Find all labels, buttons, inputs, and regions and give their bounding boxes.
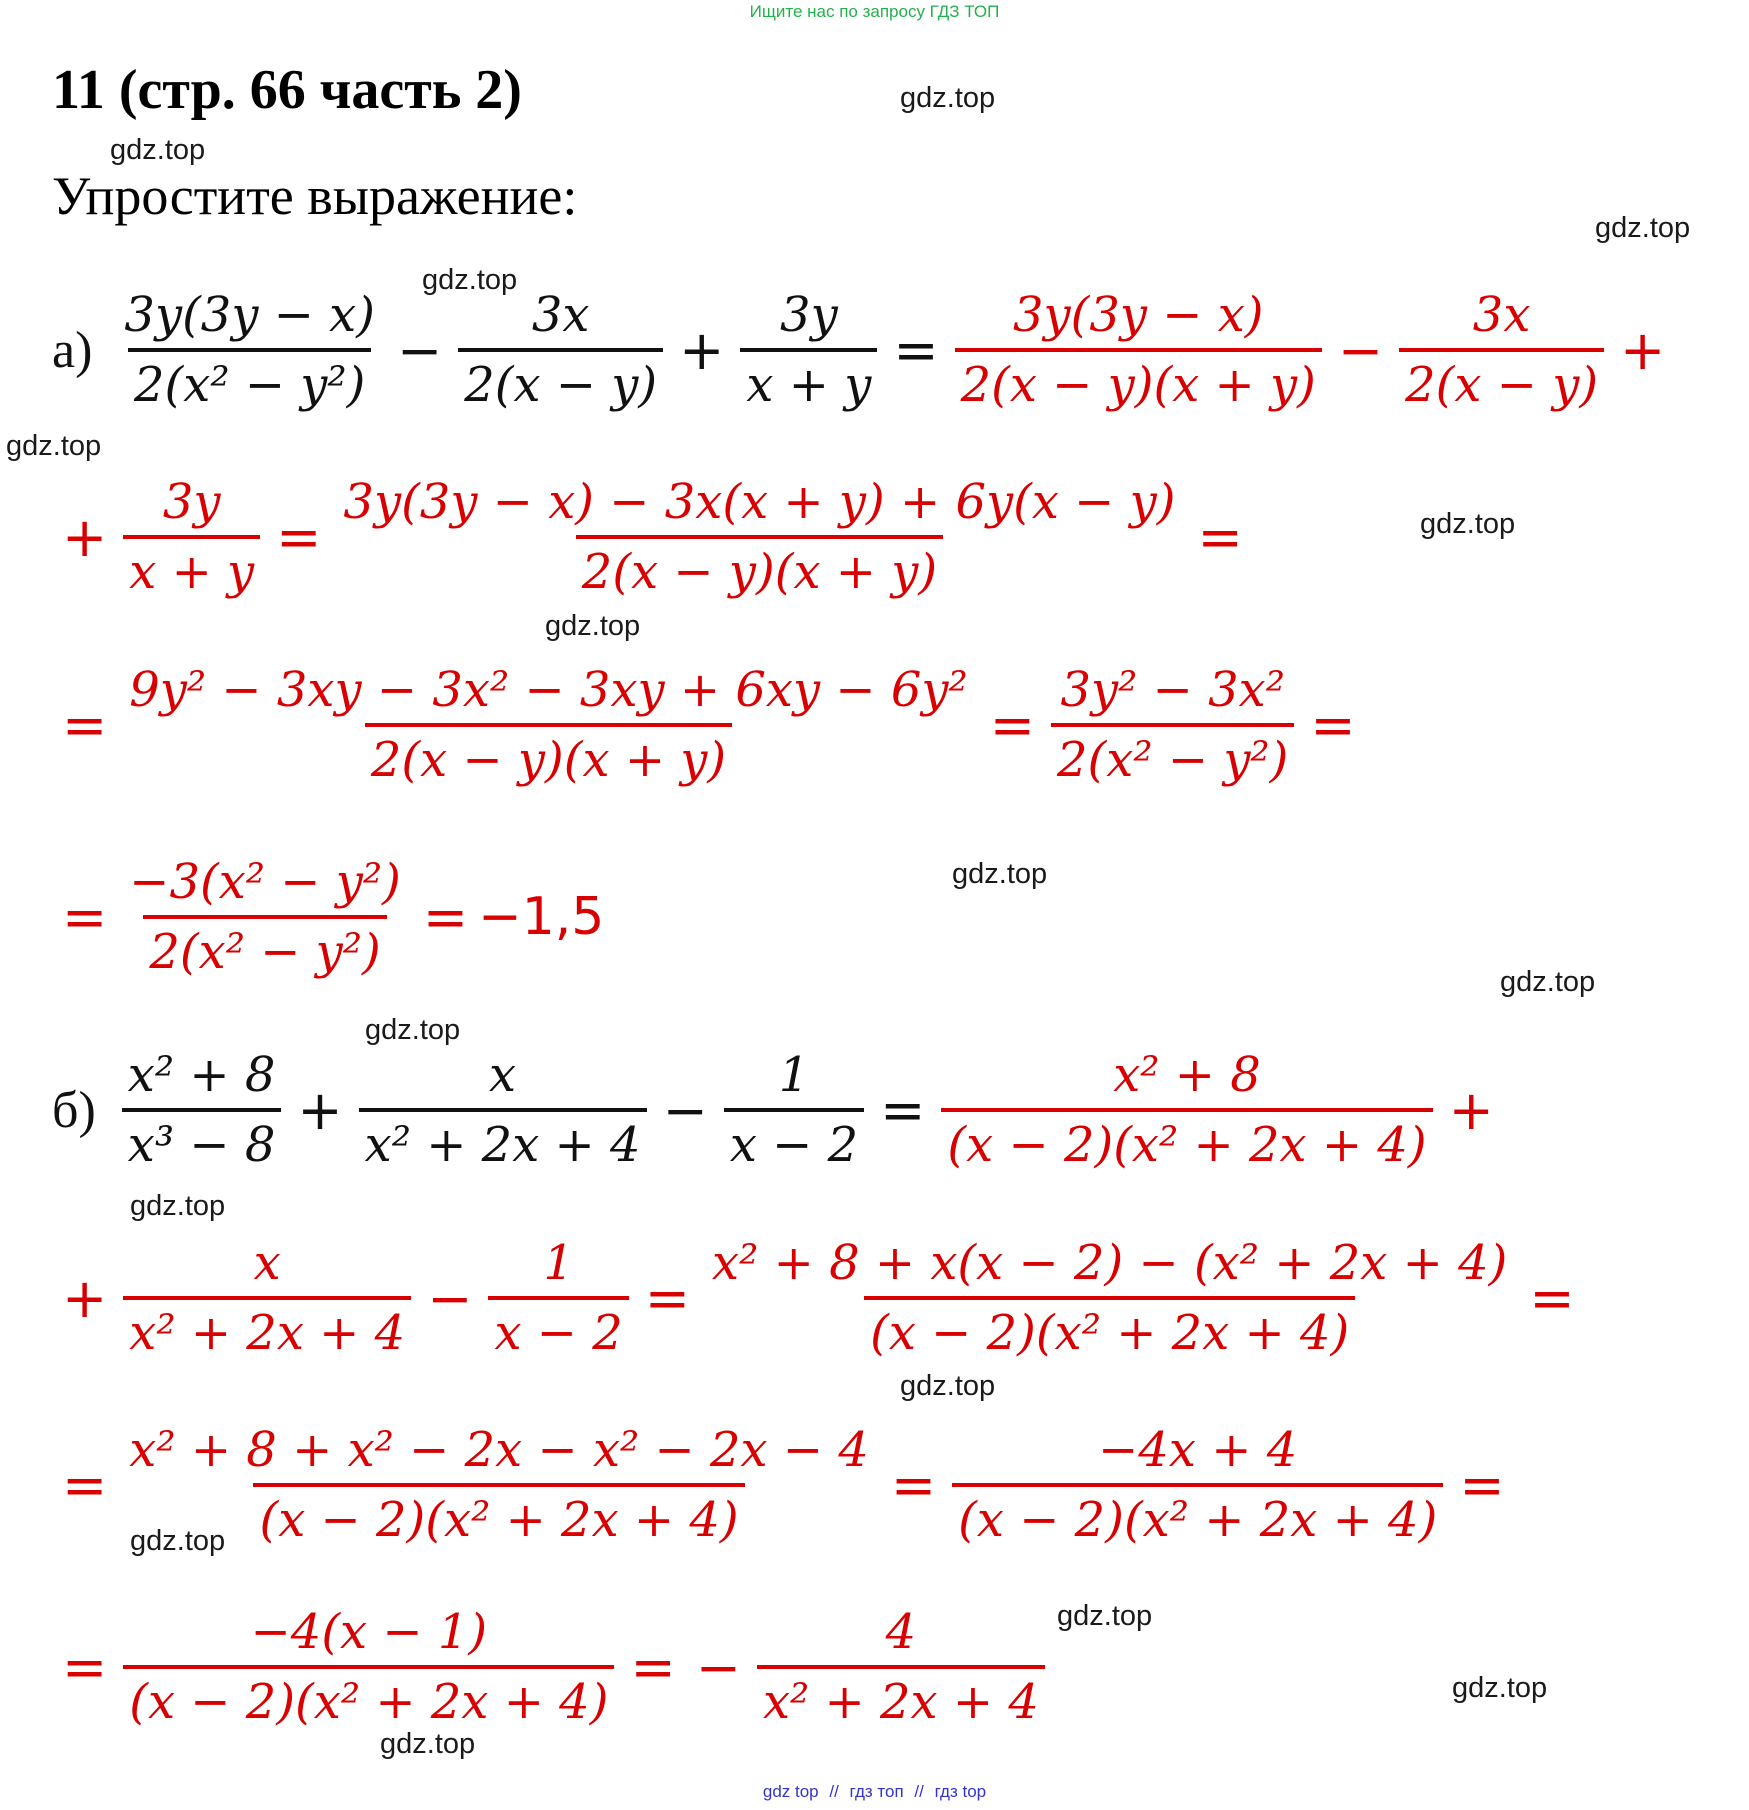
fraction xyxy=(359,1046,647,1173)
fraction xyxy=(123,1421,875,1548)
numerator: −4x + 4 xyxy=(1098,1421,1298,1478)
operator: + xyxy=(62,505,108,569)
watermark: gdz.top xyxy=(900,1370,996,1402)
numerator: x xyxy=(489,1046,517,1103)
footer-link[interactable]: gdz top xyxy=(762,1782,819,1801)
numerator: 3y(3y − x) xyxy=(124,286,375,343)
denominator: 2(x − y)(x + y) xyxy=(955,348,1322,410)
watermark: gdz.top xyxy=(1057,1600,1153,1632)
watermark: gdz.top xyxy=(380,1728,476,1760)
result-value: −1,5 xyxy=(478,887,605,947)
footer-links xyxy=(0,1782,1749,1802)
denominator: x² + 2x + 4 xyxy=(123,1296,411,1358)
part-a-row-2 xyxy=(52,452,1253,622)
part-b-label: б) xyxy=(52,1081,96,1139)
denominator: (x − 2)(x² + 2x + 4) xyxy=(952,1483,1443,1545)
equals-sign: = xyxy=(1459,1453,1505,1517)
fraction xyxy=(955,286,1322,413)
numerator: −3(x² − y²) xyxy=(129,853,401,910)
numerator: 4 xyxy=(885,1603,917,1660)
operator: + xyxy=(1620,318,1666,382)
equals-sign: = xyxy=(62,885,108,949)
part-b-row-1 xyxy=(52,1025,1504,1195)
operator: − xyxy=(1337,318,1384,382)
footer-separator: // xyxy=(914,1782,924,1801)
equals-sign: = xyxy=(630,1635,676,1699)
fraction xyxy=(123,853,407,980)
denominator: 2(x² − y²) xyxy=(128,348,371,410)
numerator: x² + 8 xyxy=(1113,1046,1261,1103)
denominator: x + y xyxy=(740,348,877,410)
minus-sign: − xyxy=(695,1635,741,1699)
equals-sign: = xyxy=(890,1453,937,1517)
numerator: −4(x − 1) xyxy=(250,1603,488,1660)
operator: − xyxy=(662,1078,708,1142)
fraction xyxy=(488,1234,628,1361)
watermark: gdz.top xyxy=(900,82,996,114)
equals-sign: = xyxy=(422,885,469,949)
denominator: x² + 2x + 4 xyxy=(757,1665,1045,1727)
operator: + xyxy=(1448,1078,1494,1142)
numerator: x xyxy=(253,1234,281,1291)
fraction xyxy=(941,1046,1432,1173)
watermark: gdz.top xyxy=(545,610,641,642)
watermark: gdz.top xyxy=(422,264,518,296)
part-a-label: а) xyxy=(52,321,93,379)
fraction xyxy=(740,286,877,413)
equals-sign: = xyxy=(62,1453,108,1517)
equals-sign: = xyxy=(62,1635,108,1699)
operator: + xyxy=(62,1266,108,1330)
denominator: (x − 2)(x² + 2x + 4) xyxy=(864,1296,1355,1358)
fraction xyxy=(706,1234,1513,1361)
task-prompt: Упростите выражение: xyxy=(52,166,578,226)
fraction xyxy=(122,1046,282,1173)
numerator: x² + 8 + x² − 2x − x² − 2x − 4 xyxy=(129,1421,869,1478)
numerator: x² + 8 xyxy=(127,1046,276,1103)
denominator: 2(x² − y²) xyxy=(143,915,386,977)
watermark: gdz.top xyxy=(1452,1672,1548,1704)
numerator: 3y xyxy=(780,286,838,343)
numerator: 1 xyxy=(543,1234,574,1291)
footer-link[interactable]: гдз топ xyxy=(849,1782,904,1801)
equals-sign: = xyxy=(880,1078,926,1142)
watermark: gdz.top xyxy=(1500,966,1596,998)
denominator: 2(x² − y²) xyxy=(1051,723,1294,785)
fraction xyxy=(458,286,663,413)
fraction xyxy=(123,661,974,788)
numerator: 3y(3y − x) xyxy=(1012,286,1264,343)
watermark: gdz.top xyxy=(365,1014,461,1046)
equals-sign: = xyxy=(1197,505,1243,569)
equals-sign: = xyxy=(1310,693,1356,757)
operator: + xyxy=(679,318,725,382)
denominator: x − 2 xyxy=(488,1296,628,1358)
fraction xyxy=(337,473,1181,600)
denominator: 2(x − y)(x + y) xyxy=(365,723,732,785)
denominator: x + y xyxy=(123,535,260,597)
numerator: x² + 8 + x(x − 2) − (x² + 2x + 4) xyxy=(712,1234,1508,1291)
numerator: 3x xyxy=(1472,286,1531,343)
numerator: 3x xyxy=(531,286,590,343)
part-b-row-3 xyxy=(52,1400,1515,1570)
part-b-row-4 xyxy=(52,1582,1051,1752)
denominator: 2(x − y) xyxy=(1399,348,1604,410)
numerator: 9y² − 3xy − 3x² − 3xy + 6xy − 6y² xyxy=(129,661,968,718)
numerator: 3y² − 3x² xyxy=(1060,661,1285,718)
fraction xyxy=(1399,286,1604,413)
watermark: gdz.top xyxy=(6,430,102,462)
fraction xyxy=(123,473,260,600)
footer-link[interactable]: гдз top xyxy=(934,1782,987,1801)
operator: − xyxy=(396,318,443,382)
denominator: x² + 2x + 4 xyxy=(359,1108,647,1170)
fraction xyxy=(724,1046,864,1173)
operator: + xyxy=(297,1078,343,1142)
watermark: gdz.top xyxy=(130,1190,226,1222)
numerator: 1 xyxy=(778,1046,810,1103)
equals-sign: = xyxy=(62,693,108,757)
denominator: 2(x − y)(x + y) xyxy=(576,535,943,597)
equals-sign: = xyxy=(989,693,1035,757)
part-a-row-3 xyxy=(52,640,1366,810)
fraction xyxy=(123,1234,411,1361)
watermark: gdz.top xyxy=(130,1525,226,1557)
watermark: gdz.top xyxy=(110,134,206,166)
part-a-row-4 xyxy=(52,832,604,1002)
denominator: (x − 2)(x² + 2x + 4) xyxy=(253,1483,744,1545)
search-hint: Ищите нас по запросу ГДЗ ТОП xyxy=(749,2,1000,21)
watermark: gdz.top xyxy=(1420,508,1516,540)
denominator: (x − 2)(x² + 2x + 4) xyxy=(941,1108,1432,1170)
fraction xyxy=(757,1603,1045,1730)
numerator: 3y xyxy=(162,473,221,530)
footer-separator: // xyxy=(829,1782,839,1801)
fraction xyxy=(952,1421,1443,1548)
equals-sign: = xyxy=(893,318,939,382)
equals-sign: = xyxy=(1529,1266,1575,1330)
equals-sign: = xyxy=(644,1266,691,1330)
page-title: 11 (стр. 66 часть 2) xyxy=(52,59,522,121)
part-b-row-2 xyxy=(52,1213,1585,1383)
fraction xyxy=(118,286,381,413)
fraction xyxy=(123,1603,614,1730)
watermark: gdz.top xyxy=(1595,212,1691,244)
denominator: x − 2 xyxy=(724,1108,864,1170)
denominator: x³ − 8 xyxy=(122,1108,282,1170)
numerator: 3y(3y − x) − 3x(x + y) + 6y(x − y) xyxy=(343,473,1176,530)
watermark: gdz.top xyxy=(952,858,1048,890)
equals-sign: = xyxy=(276,505,322,569)
denominator: 2(x − y) xyxy=(458,348,663,410)
fraction xyxy=(1051,661,1294,788)
denominator: (x − 2)(x² + 2x + 4) xyxy=(123,1665,614,1727)
operator: − xyxy=(427,1266,473,1330)
part-a-row-1 xyxy=(52,265,1675,435)
